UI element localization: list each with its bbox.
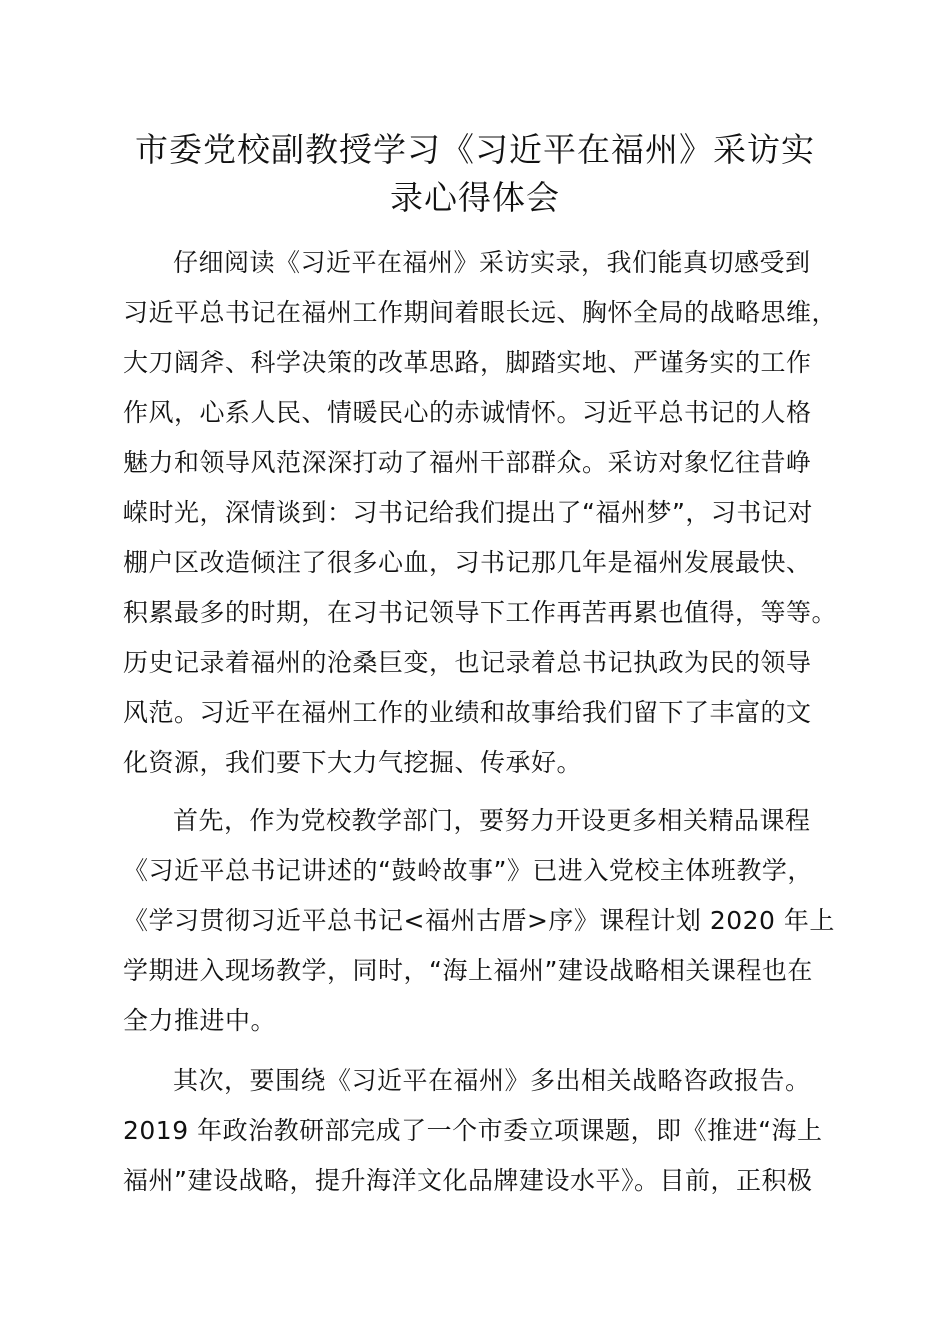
- document-title: [110, 126, 840, 222]
- title-line: 录心得体会: [390, 178, 560, 217]
- paragraph-2: [123, 796, 839, 1046]
- paragraph-line: 嵘时光，深情谈到：习书记给我们提出了“福州梦”，习书记对: [123, 498, 813, 527]
- paragraph-line: 大刀阔斧、科学决策的改革思路，脚踏实地、严谨务实的工作: [123, 348, 812, 377]
- title-line: 市委党校副教授学习《习近平在福州》采访实: [135, 130, 815, 169]
- paragraph-line: 习近平总书记在福州工作期间着眼长远、胸怀全局的战略思维，: [123, 298, 838, 327]
- paragraph-line: 首先，作为党校教学部门，要努力开设更多相关精品课程: [173, 806, 811, 835]
- paragraph-line: 作风，心系人民、情暖民心的赤诚情怀。习近平总书记的人格: [123, 398, 812, 427]
- paragraph-line: 《学习贯彻习近平总书记<福州古厝>序》课程计划 2020 年上: [123, 906, 835, 935]
- paragraph-line: 福州”建设战略，提升海洋文化品牌建设水平》。目前，正积极: [123, 1166, 813, 1195]
- paragraph-line: 《习近平总书记讲述的“鼓岭故事”》已进入党校主体班教学，: [123, 856, 813, 885]
- paragraph-line: 2019 年政治教研部完成了一个市委立项课题，即《推进“海上: [123, 1116, 823, 1145]
- paragraph-line: 棚户区改造倾注了很多心血，习书记那几年是福州发展最快、: [123, 548, 812, 577]
- paragraph-line: 全力推进中。: [123, 1006, 277, 1035]
- paragraph-line: 仔细阅读《习近平在福州》采访实录，我们能真切感受到: [173, 248, 811, 277]
- paragraph-1: [123, 238, 839, 788]
- paragraph-line: 其次，要围绕《习近平在福州》多出相关战略咨政报告。: [173, 1066, 811, 1095]
- paragraph-line: 学期进入现场教学，同时，“海上福州”建设战略相关课程也在: [123, 956, 813, 985]
- paragraph-line: 积累最多的时期，在习书记领导下工作再苦再累也值得，等等。: [123, 598, 838, 627]
- paragraph-line: 风范。习近平在福州工作的业绩和故事给我们留下了丰富的文: [123, 698, 812, 727]
- paragraph-3: [123, 1056, 839, 1206]
- paragraph-line: 历史记录着福州的沧桑巨变，也记录着总书记执政为民的领导: [123, 648, 812, 677]
- paragraph-line: 化资源，我们要下大力气挖掘、传承好。: [123, 748, 583, 777]
- paragraph-line: 魅力和领导风范深深打动了福州干部群众。采访对象忆往昔峥: [123, 448, 812, 477]
